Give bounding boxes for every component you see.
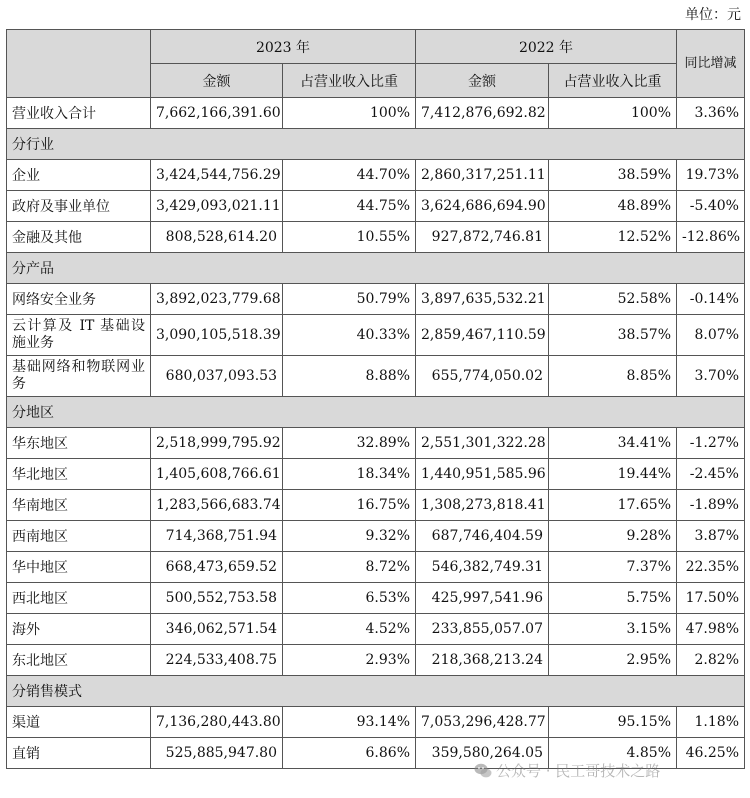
section-header-row <box>7 676 745 707</box>
amount-2022: 7,053,296,428.77 <box>416 707 549 738</box>
amount-2023: 7,662,166,391.60 <box>151 98 283 129</box>
share-2023: 100% <box>283 98 416 129</box>
header-row-years <box>7 30 745 64</box>
share-2023: 32.89% <box>283 428 416 459</box>
share-2022: 38.57% <box>549 315 677 356</box>
row-label: 东北地区 <box>7 645 151 676</box>
section-header-row <box>7 253 745 284</box>
section-header-row <box>7 397 745 428</box>
yoy-change: 3.36% <box>677 98 745 129</box>
share-2022: 8.85% <box>549 356 677 397</box>
amount-2022: 2,551,301,322.28 <box>416 428 549 459</box>
table-row <box>7 614 745 645</box>
table-row <box>7 645 745 676</box>
row-label: 云计算及 IT 基础设施业务 <box>7 315 151 356</box>
header-share-2023: 占营业收入比重 <box>283 64 416 98</box>
section-header-row <box>7 129 745 160</box>
share-2023: 8.72% <box>283 552 416 583</box>
table-row <box>7 191 745 222</box>
row-label: 西南地区 <box>7 521 151 552</box>
row-label: 企业 <box>7 160 151 191</box>
yoy-change: 8.07% <box>677 315 745 356</box>
yoy-change: 19.73% <box>677 160 745 191</box>
share-2022: 48.89% <box>549 191 677 222</box>
table-row <box>7 428 745 459</box>
share-2022: 38.59% <box>549 160 677 191</box>
yoy-change: -1.27% <box>677 428 745 459</box>
row-label: 政府及事业单位 <box>7 191 151 222</box>
yoy-change: 47.98% <box>677 614 745 645</box>
share-2023: 44.70% <box>283 160 416 191</box>
row-label: 华东地区 <box>7 428 151 459</box>
share-2022: 7.37% <box>549 552 677 583</box>
share-2022: 12.52% <box>549 222 677 253</box>
amount-2023: 3,429,093,021.11 <box>151 191 283 222</box>
row-label: 海外 <box>7 614 151 645</box>
table-row <box>7 490 745 521</box>
amount-2022: 233,855,057.07 <box>416 614 549 645</box>
section-title: 分产品 <box>7 253 745 284</box>
section-title: 分销售模式 <box>7 676 745 707</box>
yoy-change: 3.87% <box>677 521 745 552</box>
amount-2023: 525,885,947.80 <box>151 738 283 769</box>
table-row <box>7 356 745 397</box>
amount-2022: 687,746,404.59 <box>416 521 549 552</box>
table-row <box>7 707 745 738</box>
amount-2023: 808,528,614.20 <box>151 222 283 253</box>
share-2022: 100% <box>549 98 677 129</box>
table-row <box>7 284 745 315</box>
row-label: 西北地区 <box>7 583 151 614</box>
amount-2023: 1,283,566,683.74 <box>151 490 283 521</box>
share-2022: 52.58% <box>549 284 677 315</box>
amount-2023: 3,090,105,518.39 <box>151 315 283 356</box>
amount-2023: 346,062,571.54 <box>151 614 283 645</box>
amount-2022: 2,859,467,110.59 <box>416 315 549 356</box>
yoy-change: 1.18% <box>677 707 745 738</box>
share-2023: 6.53% <box>283 583 416 614</box>
row-label: 直销 <box>7 738 151 769</box>
row-label: 华南地区 <box>7 490 151 521</box>
amount-2022: 218,368,213.24 <box>416 645 549 676</box>
amount-2022: 2,860,317,251.11 <box>416 160 549 191</box>
share-2023: 40.33% <box>283 315 416 356</box>
amount-2022: 7,412,876,692.82 <box>416 98 549 129</box>
row-label: 营业收入合计 <box>7 98 151 129</box>
section-title: 分地区 <box>7 397 745 428</box>
share-2023: 50.79% <box>283 284 416 315</box>
row-label: 渠道 <box>7 707 151 738</box>
table-row <box>7 222 745 253</box>
yoy-change: -5.40% <box>677 191 745 222</box>
amount-2022: 3,624,686,694.90 <box>416 191 549 222</box>
table-row <box>7 459 745 490</box>
table-row <box>7 160 745 191</box>
yoy-change: -12.86% <box>677 222 745 253</box>
header-amount-2022: 金额 <box>416 64 549 98</box>
row-label: 金融及其他 <box>7 222 151 253</box>
amount-2022: 546,382,749.31 <box>416 552 549 583</box>
yoy-change: 2.82% <box>677 645 745 676</box>
share-2022: 4.85% <box>549 738 677 769</box>
amount-2023: 7,136,280,443.80 <box>151 707 283 738</box>
share-2023: 16.75% <box>283 490 416 521</box>
share-2023: 4.52% <box>283 614 416 645</box>
total-row <box>7 98 745 129</box>
amount-2023: 680,037,093.53 <box>151 356 283 397</box>
table-row <box>7 315 745 356</box>
yoy-change: 46.25% <box>677 738 745 769</box>
wechat-icon <box>474 763 492 779</box>
share-2022: 9.28% <box>549 521 677 552</box>
share-2022: 19.44% <box>549 459 677 490</box>
share-2023: 6.86% <box>283 738 416 769</box>
amount-2022: 1,440,951,585.96 <box>416 459 549 490</box>
share-2023: 8.88% <box>283 356 416 397</box>
share-2022: 5.75% <box>549 583 677 614</box>
share-2022: 2.95% <box>549 645 677 676</box>
yoy-change: 3.70% <box>677 356 745 397</box>
share-2023: 2.93% <box>283 645 416 676</box>
share-2023: 18.34% <box>283 459 416 490</box>
amount-2022: 425,997,541.96 <box>416 583 549 614</box>
header-yoy: 同比增减 <box>677 30 745 98</box>
share-2022: 95.15% <box>549 707 677 738</box>
row-label: 基础网络和物联网业务 <box>7 356 151 397</box>
row-label: 网络安全业务 <box>7 284 151 315</box>
revenue-table <box>6 29 745 769</box>
yoy-change: -2.45% <box>677 459 745 490</box>
table-row <box>7 583 745 614</box>
unit-note: 单位：元 <box>685 7 741 23</box>
share-2022: 17.65% <box>549 490 677 521</box>
amount-2023: 500,552,753.58 <box>151 583 283 614</box>
watermark-text: 公众号 · 民工哥技术之路 <box>496 762 661 780</box>
header-2022: 2022 年 <box>416 30 677 64</box>
table-row <box>7 552 745 583</box>
amount-2023: 714,368,751.94 <box>151 521 283 552</box>
share-2023: 93.14% <box>283 707 416 738</box>
yoy-change: -0.14% <box>677 284 745 315</box>
amount-2022: 3,897,635,532.21 <box>416 284 549 315</box>
amount-2023: 3,892,023,779.68 <box>151 284 283 315</box>
header-share-2022: 占营业收入比重 <box>549 64 677 98</box>
share-2023: 10.55% <box>283 222 416 253</box>
header-blank-cell <box>7 30 151 98</box>
amount-2023: 3,424,544,756.29 <box>151 160 283 191</box>
yoy-change: 17.50% <box>677 583 745 614</box>
header-2023: 2023 年 <box>151 30 416 64</box>
header-amount-2023: 金额 <box>151 64 283 98</box>
share-2022: 34.41% <box>549 428 677 459</box>
share-2023: 9.32% <box>283 521 416 552</box>
amount-2023: 1,405,608,766.61 <box>151 459 283 490</box>
amount-2022: 927,872,746.81 <box>416 222 549 253</box>
row-label: 华中地区 <box>7 552 151 583</box>
row-label: 华北地区 <box>7 459 151 490</box>
amount-2023: 2,518,999,795.92 <box>151 428 283 459</box>
yoy-change: 22.35% <box>677 552 745 583</box>
amount-2023: 668,473,659.52 <box>151 552 283 583</box>
share-2023: 44.75% <box>283 191 416 222</box>
amount-2022: 655,774,050.02 <box>416 356 549 397</box>
watermark <box>474 760 660 781</box>
yoy-change: -1.89% <box>677 490 745 521</box>
amount-2022: 359,580,264.05 <box>416 738 549 769</box>
amount-2022: 1,308,273,818.41 <box>416 490 549 521</box>
table-row <box>7 521 745 552</box>
share-2022: 3.15% <box>549 614 677 645</box>
amount-2023: 224,533,408.75 <box>151 645 283 676</box>
section-title: 分行业 <box>7 129 745 160</box>
